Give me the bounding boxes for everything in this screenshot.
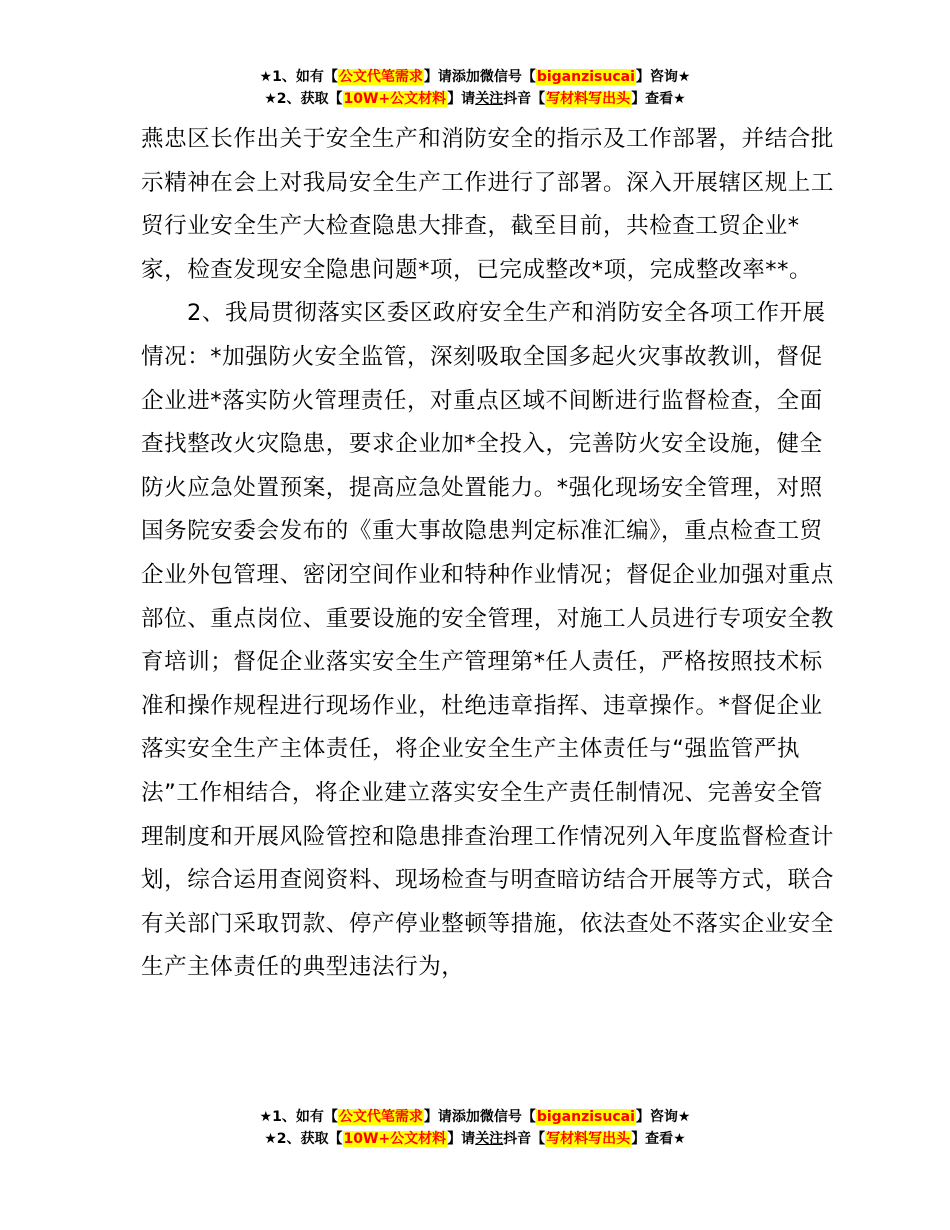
footer-line-2-mid: 】请 (447, 1131, 476, 1147)
footer-highlight-materials-count: 10W+公文材料 (343, 1131, 447, 1147)
footer-line-1-prefix: ★1、如有【 (259, 1109, 338, 1125)
paragraph-2: 2、我局贯彻落实区委区政府安全生产和消防安全各项工作开展情况：*加强防火安全监管，深刻吸取全国多起火灾事故教训，督促企业进*落实防火管理责任，对重点区域不间断进行监督检查，全面查找整改火灾隐患，要求企业加*全投入，完善防火安全设施，健全防火应急处置预案，提高应急处置能力。*强化现场安全管理，对照国务院安委会发布的《重大事故隐患判定标准汇编》，重点检查工贸企业外包管理、密闭空间作业和特种作业情况；督促企业加强对重点部位、重点岗位、重要设施的安全管理，对施工人员进行专项安全教育培训；督促企业落实安全生产管理第*任人责任，严格按照技术标准和操作规程进行现场作业，杜绝违章指挥、违章操作。*督促企业落实安全生产主体责任，将企业安全生产主体责任与“强监管严执法”工作相结合，将企业建立落实安全生产责任制情况、完善安全管理制度和开展风险管控和隐患排查治理工作情况列入年度监督检查计划，综合运用查阅资料、现场检查与明查暗访结合开展等方式，联合有关部门采取罚款、停产停业整顿等措施，依法查处不落实企业安全生产主体责任的典型违法行为， (141, 300, 835, 981)
banner-line-1 (0, 66, 950, 88)
banner-line-2-mid: 】请 (447, 91, 476, 107)
footer-banner (0, 1106, 950, 1150)
banner-line-1-mid: 】请添加微信号【 (423, 69, 536, 85)
footer-follow-underlined: 关注 (475, 1131, 504, 1147)
follow-underlined: 关注 (475, 91, 504, 107)
footer-banner-line-1 (0, 1106, 950, 1128)
footer-line-2-mid-2: 抖音【 (503, 1131, 546, 1147)
footer-banner-line-2 (0, 1128, 950, 1150)
footer-highlight-wechat-id: biganzisucai (536, 1109, 635, 1125)
banner-line-1-suffix: 】咨询★ (635, 69, 691, 85)
highlight-materials-count: 10W+公文材料 (343, 91, 447, 107)
document-body (141, 118, 841, 990)
footer-line-2-prefix: ★2、获取【 (264, 1131, 343, 1147)
footer-line-1-suffix: 】咨询★ (635, 1109, 691, 1125)
highlight-ghostwriting-service: 公文代笔需求 (338, 69, 423, 85)
highlight-wechat-id: biganzisucai (536, 69, 635, 85)
banner-line-2 (0, 88, 950, 110)
footer-line-2-suffix: 】查看★ (631, 1131, 686, 1147)
footer-highlight-ghostwriting-service: 公文代笔需求 (338, 1109, 423, 1125)
header-banner (0, 66, 950, 110)
footer-highlight-douyin-account: 写材料写出头 (546, 1131, 631, 1147)
banner-line-2-prefix: ★2、获取【 (264, 91, 343, 107)
banner-line-2-suffix: 】查看★ (631, 91, 686, 107)
banner-line-2-mid-2: 抖音【 (503, 91, 546, 107)
highlight-douyin-account: 写材料写出头 (546, 91, 631, 107)
paragraph-1: 燕忠区长作出关于安全生产和消防安全的指示及工作部署，并结合批示精神在会上对我局安全生产工作进行了部署。深入开展辖区规上工贸行业安全生产大检查隐患大排查，截至目前，共检查工贸企业*家，检查发现安全隐患问题*项，已完成整改*项，完成整改率**。 (141, 126, 835, 283)
banner-line-1-prefix: ★1、如有【 (259, 69, 338, 85)
footer-line-1-mid: 】请添加微信号【 (423, 1109, 536, 1125)
